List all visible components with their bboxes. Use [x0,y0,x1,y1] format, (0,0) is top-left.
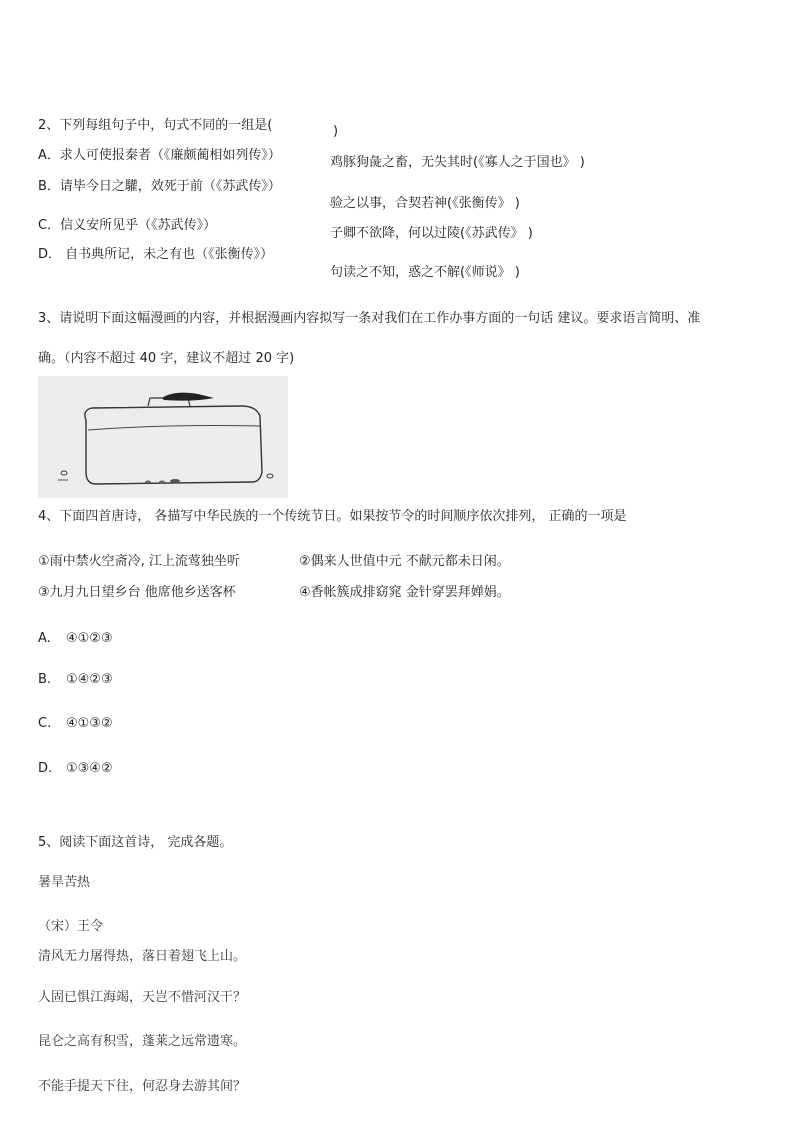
q2-paren-close: ) [333,124,339,139]
poem-line-3: 昆仑之高有积雪，蓬莱之远常遗寒。 [38,1034,247,1049]
q3-line-2: 确。（内容不超过 40 字，建议不超过 20 字) [38,351,295,366]
q4-poem-4: ④香帐簇成排窈窕 金针穿罢拜婵娟。 [299,585,510,600]
q4-choice-d-value: ①③④② [66,761,113,776]
q2-option-b-left: B．请毕今日之驩，效死于前（《苏武传》） [38,179,281,194]
q2-option-d-left: D． 自书典所记，未之有也（《张衡传》） [38,247,274,262]
q3-line-1: 3、请说明下面这幅漫画的内容，并根据漫画内容拟写一条对我们在工作办事方面的一句话 建议。要求语言简明、准 [38,311,701,326]
poem-author: （宋）王令 [38,919,104,934]
q5-stem: 5、阅读下面这首诗， 完成各题。 [38,835,233,850]
q2-option-a-right: 鸡豚狗彘之畜，无失其时(《寡人之于国也》 ) [330,155,585,170]
q2-stem: 2、下列每组句子中，句式不同的一组是( [38,118,273,133]
q4-choice-a-label: A. [38,631,51,646]
poem-title: 暑旱苦热 [38,875,91,890]
poem-line-1: 清风无力屠得热，落日着翅飞上山。 [38,949,247,964]
q4-poem-2: ②偶来人世值中元 不献元都未日闲。 [299,554,510,569]
q4-poem-1: ①雨中禁火空斋冷, 江上流莺独坐听 [38,554,240,569]
q4-stem: 4、下面四首唐诗， 各描写中华民族的一个传统节日。如果按节令的时间顺序依次排列， 正确的一项是 [38,509,627,524]
q4-choice-b-label: B. [38,672,52,687]
q4-choice-a-value: ④①②③ [66,631,113,646]
poem-line-2: 人固已惧江海竭，天岂不惜河汉干？ [38,990,247,1005]
q4-poem-3: ③九月九日望乡台 他席他乡送客杯 [38,585,236,600]
q4-choice-b-value: ①④②③ [66,672,113,687]
q4-choice-c-value: ④①③② [66,716,113,731]
q4-choice-d-label: D. [38,761,53,776]
q2-option-b-right: 验之以事，合契若神(《张衡传》 ) [330,196,520,211]
jar-drawing [38,376,288,498]
q4-choice-c-label: C. [38,716,52,731]
q2-option-a-left: A．求人可使报秦者（《廉颇蔺相如列传》） [38,148,281,163]
q2-option-c-right: 子卿不欲降，何以过陵(《苏武传》 ) [330,226,533,241]
cartoon-image [38,376,288,498]
poem-line-4: 不能手提天下往，何忍身去游其间？ [38,1079,247,1094]
q2-option-c-left: C．信义安所见乎（《苏武传》） [38,218,217,233]
q2-option-d-right: 句读之不知，惑之不解(《师说》 ) [330,265,520,280]
